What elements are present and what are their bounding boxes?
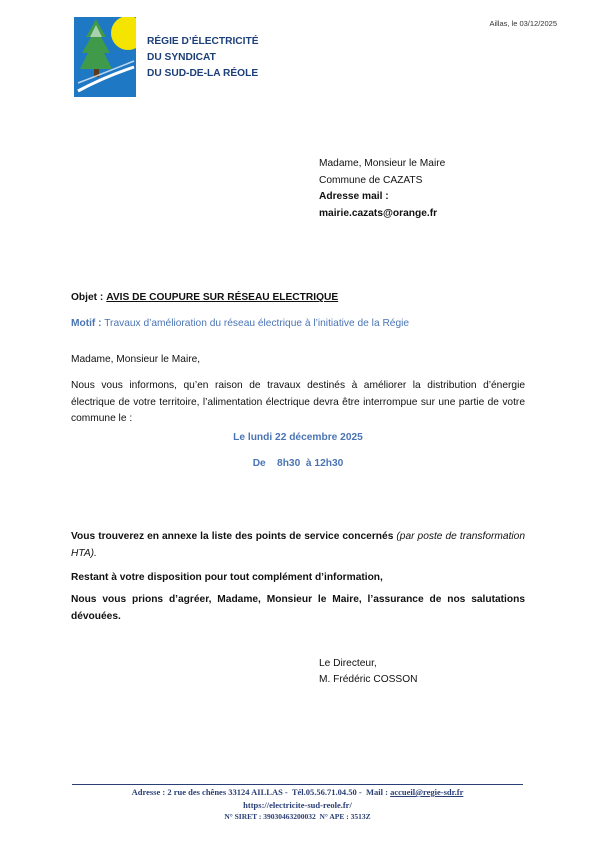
footer-address-line bbox=[40, 786, 555, 799]
subject-label: Objet : bbox=[71, 292, 104, 303]
organisation-name bbox=[147, 34, 259, 82]
subject-line bbox=[71, 292, 338, 303]
paragraph-availability: Restant à votre disposition pour tout complément d’information, bbox=[71, 572, 383, 583]
org-line-3: DU SUD-DE-LA RÉOLE bbox=[147, 68, 259, 79]
annex-text: Vous trouverez en annexe la liste des points de service concernés bbox=[71, 531, 394, 542]
motif-label: Motif : bbox=[71, 318, 102, 329]
footer-siret: N° SIRET : 39030463200032 N° APE : 3513Z bbox=[224, 812, 371, 821]
paragraph-closing: Nous vous prions d’agréer, Madame, Monsieur le Maire, l’assurance de nos salutations dévouées. bbox=[71, 594, 525, 622]
salutation: Madame, Monsieur le Maire, bbox=[71, 354, 201, 365]
outage-date: Le lundi 22 décembre 2025 bbox=[233, 432, 363, 443]
paragraph-intro: Nous vous informons, qu’en raison de travaux destinés à améliorer la distribution d’énergie électrique de votre territoire, l’alimentation électrique devra être interrompue sur une partie de votre commune le : bbox=[71, 380, 525, 425]
recipient-line-2: Commune de CAZATS bbox=[319, 174, 423, 186]
footer bbox=[40, 786, 555, 824]
regie-logo bbox=[74, 17, 136, 97]
recipient-mail: mairie.cazats@orange.fr bbox=[319, 207, 438, 219]
footer-email-link[interactable]: accueil@regie-sdr.fr bbox=[390, 787, 464, 797]
footer-divider bbox=[72, 784, 523, 785]
footer-website-link[interactable]: https://electricite-sud-reole.fr/ bbox=[243, 799, 352, 810]
subject-text: AVIS DE COUPURE SUR RÉSEAU ELECTRIQUE bbox=[106, 292, 339, 303]
recipient-line-1: Madame, Monsieur le Maire bbox=[319, 158, 446, 169]
org-line-2: DU SYNDICAT bbox=[147, 52, 216, 63]
motif-line bbox=[71, 318, 409, 329]
letter-date: Aillas, le 03/12/2025 bbox=[489, 19, 557, 28]
logo-graphic bbox=[74, 17, 136, 97]
recipient-block bbox=[319, 156, 445, 222]
paragraph-annex bbox=[71, 529, 525, 562]
motif-text: Travaux d’amélioration du réseau électrique à l’initiative de la Régie bbox=[101, 318, 410, 329]
recipient-mail-label: Adresse mail : bbox=[319, 191, 389, 203]
org-line-1: RÉGIE D’ÉLECTRICITÉ bbox=[147, 36, 259, 47]
signature-title: Le Directeur, bbox=[319, 658, 377, 669]
outage-time: De 8h30 à 12h30 bbox=[252, 458, 344, 469]
signature-block bbox=[319, 656, 418, 688]
annex-note: (par poste de transformation HTA). bbox=[71, 531, 525, 559]
signature-name: M. Frédéric COSSON bbox=[319, 674, 418, 685]
footer-address: Adresse : 2 rue des chênes 33124 AILLAS - Tél.05.56.71.04.50 - Mail : bbox=[131, 787, 391, 797]
